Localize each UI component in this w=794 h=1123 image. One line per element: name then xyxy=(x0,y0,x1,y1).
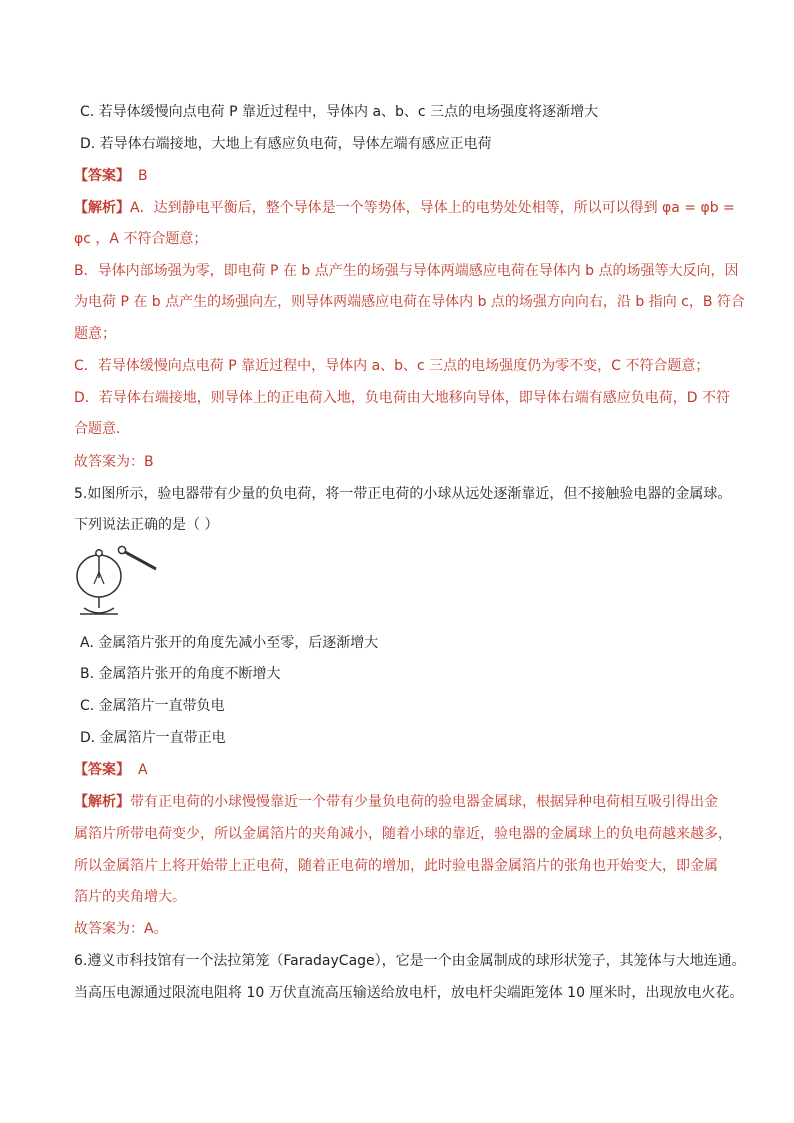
q5-option-c: C. 金属箔片一直带负电 xyxy=(80,698,225,714)
q4-analysis-text-0: A．达到静电平衡后，整个导体是一个等势体，导体上的电势处处相等，所以可以得到 φa = φb = xyxy=(130,200,735,216)
q5-option-b: B. 金属箔片张开的角度不断增大 xyxy=(80,666,281,682)
q5-option-a: A. 金属箔片张开的角度先减小至零，后逐渐增大 xyxy=(80,635,379,651)
q4-analysis-line-7: 合题意． xyxy=(74,421,130,437)
q4-option-c: C. 若导体缓慢向点电荷 P 靠近过程中，导体内 a、b、c 三点的电场强度将逐渐增大 xyxy=(80,104,599,120)
q4-analysis-line-2: B．导体内部场强为零，即电荷 P 在 b 点产生的场强与导体两端感应电荷在导体内 b 点的场强等大反向，因 xyxy=(74,263,739,279)
q4-final-answer: 故答案为：B xyxy=(74,454,154,470)
q5-analysis-line-3: 箔片的夹角增大。 xyxy=(74,889,186,905)
q5-analysis-line-1: 属箔片所带电荷变少，所以金属箔片的夹角减小，随着小球的靠近，验电器的金属球上的负电荷越来越多， xyxy=(74,826,732,842)
q4-analysis-line-0 xyxy=(74,198,735,218)
q5-analysis-tag: 【解析】 xyxy=(74,794,130,810)
q5-analysis-line-2: 所以金属箔片上将开始带上正电荷，随着正电荷的增加，此时验电器金属箔片的张角也开始变大，即金属 xyxy=(74,858,718,874)
q5-analysis-text-0: 带有正电荷的小球慢慢靠近一个带有少量负电荷的验电器金属球，根据异种电荷相互吸引得出金 xyxy=(130,794,718,810)
q5-stem-line-1: 下列说法正确的是（ ） xyxy=(74,517,219,533)
q5-analysis-line-0 xyxy=(74,792,718,812)
q4-answer-tag: 【答案】 xyxy=(74,168,130,184)
q5-answer-value: A xyxy=(138,762,148,778)
q4-analysis-line-5: C．若导体缓慢向点电荷 P 靠近过程中，导体内 a、b、c 三点的电场强度仍为零不变，C 不符合题意； xyxy=(74,358,710,374)
q4-answer-value: B xyxy=(138,168,148,184)
q4-option-d: D. 若导体右端接地，大地上有感应负电荷，导体左端有感应正电荷 xyxy=(80,136,492,152)
q5-final-answer: 故答案为：A。 xyxy=(74,921,168,937)
q5-answer-tag: 【答案】 xyxy=(74,762,130,778)
q4-analysis-line-1: φc ，A 不符合题意； xyxy=(74,231,208,247)
q4-analysis-line-6: D．若导体右端接地，则导体上的正电荷入地，负电荷由大地移向导体，即导体右端有感应负电荷，D 不符 xyxy=(74,390,731,406)
q4-analysis-line-4: 题意； xyxy=(74,326,116,342)
q5-option-d: D. 金属箔片一直带正电 xyxy=(80,730,226,746)
q4-analysis-line-3: 为电荷 P 在 b 点产生的场强向左，则导体两端感应电荷在导体内 b 点的场强方向向右，沿 b 指向 c，B 符合 xyxy=(74,294,745,310)
electroscope-figure xyxy=(74,542,174,624)
q4-analysis-tag: 【解析】 xyxy=(74,200,130,216)
q5-answer-line xyxy=(74,760,148,780)
q6-stem-line-1: 当高压电源通过限流电阻将 10 万伏直流高压输送给放电杆，放电杆尖端距笼体 10 厘米时，出现放电火花。 xyxy=(74,985,744,1001)
q4-answer-line xyxy=(74,166,148,186)
charged-ball-rod-icon xyxy=(118,546,156,569)
q5-stem-line-0: 5.如图所示，验电器带有少量的负电荷，将一带正电荷的小球从远处逐渐靠近，但不接触验电器的金属球。 xyxy=(74,486,732,502)
electroscope-icon xyxy=(77,550,121,614)
q6-stem-line-0: 6.遵义市科技馆有一个法拉第笼（FaradayCage），它是一个由金属制成的球形状笼子，其笼体与大地连通。 xyxy=(74,953,746,969)
